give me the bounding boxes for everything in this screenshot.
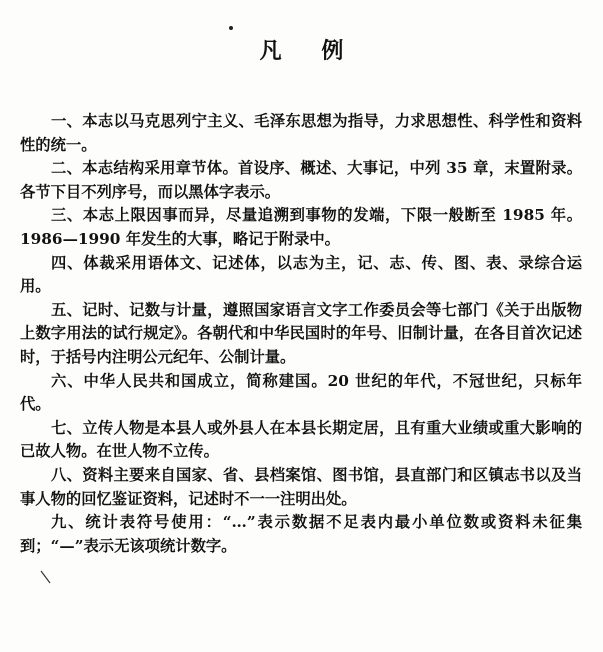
guideline-paragraph-3: 三、本志上限因事而异，尽量追溯到事物的发端，下限一般断至 1985 年。1986—1990 年发生的大事，略记于附录中。 — [20, 206, 582, 248]
guideline-paragraph-7: 七、立传人物是本县人或外县人在本县长期定居，且有重大业绩或重大影响的已故人物。在世人物不立传。 — [20, 418, 582, 461]
guideline-paragraph-8: 八、资料主要来自国家、省、县档案馆、图书馆，县直部门和区镇志书以及当事人物的回忆鉴证资料，记述时不一一注明出处。 — [20, 465, 582, 508]
guideline-paragraph-6: 六、中华人民共和国成立，简称建国。20 世纪的年代，不冠世纪，只标年代。 — [20, 371, 582, 414]
guideline-paragraph-9: 九、统计表符号使用：“…”表示数据不足表内最小单位数或资料未征集到；“—”表示无该项统计数字。 — [20, 513, 582, 555]
page-title: 凡 例 — [259, 38, 360, 64]
ink-scratch-mark — [40, 570, 52, 584]
ink-speck — [229, 26, 233, 30]
guidelines-body — [20, 110, 582, 558]
guideline-paragraph-2: 二、本志结构采用章节体。首设序、概述、大事记，中列 35 章，末置附录。各节下目不列序号，而以黑体字表示。 — [20, 159, 582, 201]
guideline-paragraph-5: 五、记时、记数与计量，遵照国家语言文字工作委员会等七部门《关于出版物上数字用法的试行规定》。各朝代和中华民国时的年号、旧制计量，在各目首次记述时，于括号内注明公元纪年、公制计量。 — [20, 300, 582, 366]
guideline-paragraph-4: 四、体裁采用语体文、记述体，以志为主，记、志、传、图、表、录综合运用。 — [20, 253, 582, 296]
guideline-paragraph-1: 一、本志以马克思列宁主义、毛泽东思想为指导，力求思想性、科学性和资料性的统一。 — [20, 112, 582, 154]
